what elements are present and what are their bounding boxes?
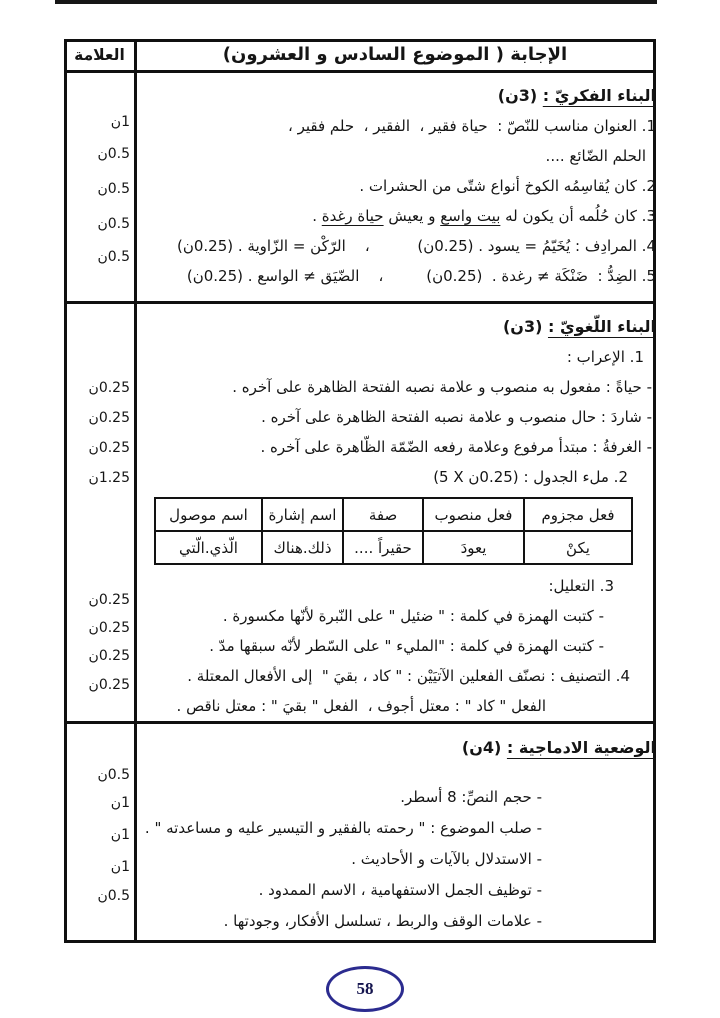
section-heading — [144, 312, 656, 342]
underlined-answer: حياة رغدة — [321, 207, 384, 225]
answer-line-part: . — [312, 207, 322, 225]
table-value-cell: يكنْ — [524, 531, 632, 564]
marks-value: 0.25ن — [88, 410, 130, 426]
marks-value: 0.25ن — [88, 380, 130, 396]
marks-value: 0.5ن — [97, 767, 130, 783]
marks-value: 0.5ن — [97, 181, 130, 197]
answer-line: - علامات الوقف والربط ، تسلسل الأفكار، وجودتها . — [223, 912, 542, 930]
answer-line: - كتبت الهمزة في كلمة : "المليء " على السّطر لأنّه سبقها مدّ . — [209, 637, 604, 655]
answer-line: - شاردَ : حال منصوب و علامة نصبه الفتحة الظاهرة على آخره . — [261, 408, 652, 426]
table-header-cell: صفة — [343, 498, 423, 531]
table-value-cell: يعودَ — [423, 531, 524, 564]
scan-artifact-line — [55, 0, 657, 4]
table-value-row — [155, 531, 632, 564]
table-value-cell: حقيراً .... — [343, 531, 423, 564]
section-heading-points: (3ن) — [502, 317, 548, 336]
table-header-cell: فعل منصوب — [423, 498, 524, 531]
marks-value: 0.5ن — [97, 249, 130, 265]
section-integrative — [138, 723, 666, 947]
answer-line: 1. العنوان مناسب للنّصّ : حياة فقير ، الفقير ، حلم فقير ، — [287, 117, 656, 135]
marks-value: 0.5ن — [97, 888, 130, 904]
section-intellectual — [138, 73, 666, 307]
section-heading — [144, 81, 656, 111]
marks-value: 0.25ن — [88, 620, 130, 636]
answer-line: الحلم الضّائع .... — [545, 147, 646, 165]
section-heading-text: البناء الفكريّ : — [542, 86, 656, 105]
marks-column-divider — [134, 39, 137, 940]
answer-line: 3. التعليل: — [548, 577, 614, 595]
answer-line: 2. كان يُقاسِمُه الكوخ أنواع شتّى من الحشرات . — [359, 177, 656, 195]
answer-line: 4. المرادِف : يُخَيّمُ = يسود . (0.25ن) ، الرّكْن = الزّاوية . (0.25ن) — [176, 237, 656, 255]
marks-value: 1ن — [110, 795, 130, 811]
marks-value: 0.25ن — [88, 592, 130, 608]
section-heading-text: البناء اللّغويّ : — [547, 317, 656, 336]
page-title: الإجابة ( الموضوع السادس و العشرون) — [222, 44, 568, 65]
answer-line: - الغرفةُ : مبتدأ مرفوع وعلامة رفعه الضّمّة الظّاهرة على آخره . — [260, 438, 652, 456]
table-header-cell: فعل مجزوم — [524, 498, 632, 531]
section-linguistic — [138, 304, 666, 729]
table-value-cell: الّذي.الّتي — [155, 531, 262, 564]
answer-line-part: 3. كان حُلُمه أن يكون له — [500, 207, 656, 225]
marks-value: 0.5ن — [97, 216, 130, 232]
answer-line — [144, 201, 656, 231]
marks-value: 0.25ن — [88, 677, 130, 693]
marks-formula: (5 X ن0.25) — [433, 468, 519, 486]
marks-value: 1ن — [110, 859, 130, 875]
page-number: 58 — [356, 979, 374, 998]
answer-line: الفعل " كاد " : معتل أجوف ، الفعل " بقيَ " : معتل ناقص . — [176, 697, 546, 715]
marks-value: 1.25ن — [88, 470, 130, 486]
answer-line-part: و يعيش — [383, 207, 441, 225]
table-header-cell: اسم إشارة — [262, 498, 343, 531]
underlined-answer: بيت واسع — [440, 207, 501, 225]
section-heading-points: (3ن) — [497, 86, 543, 105]
answer-line: - حياةً : مفعول به منصوب و علامة نصبه الفتحة الظاهرة على آخره . — [232, 378, 652, 396]
marks-value: 0.25ن — [88, 440, 130, 456]
section-heading-points: (4ن) — [461, 738, 507, 757]
answer-line: - توظيف الجمل الاستفهامية ، الاسم الممدود . — [258, 881, 542, 899]
marks-value: 0.5ن — [97, 146, 130, 162]
answer-line: - كتبت الهمزة في كلمة : " ضئيل " على النّبرة لأنّها مكسورة . — [222, 607, 604, 625]
answer-line — [144, 462, 656, 492]
page-number-badge — [326, 966, 404, 1012]
answer-line: - الاستدلال بالآيات و الأحاديث . — [351, 850, 542, 868]
marks-value: 0.25ن — [88, 648, 130, 664]
answer-line: - حجم النصِّ: 8 أسطر. — [400, 788, 542, 806]
table-header-cell: اسم موصول — [155, 498, 262, 531]
marks-value: 1ن — [110, 827, 130, 843]
answer-line: 4. التصنيف : نصنّف الفعلين الآتيَيْن : " كاد ، بقيَ " إلى الأفعال المعتلة . — [187, 667, 630, 685]
marks-column-header: العلامة — [74, 46, 125, 64]
answer-line: - صلب الموضوع : " رحمته بالفقير و التيسير عليه و مساعدته " . — [144, 819, 542, 837]
answer-line: 1. الإعراب : — [566, 348, 644, 366]
table-header-row — [155, 498, 632, 531]
table-value-cell: ذلك.هناك — [262, 531, 343, 564]
grammar-classification-table — [154, 497, 633, 565]
section-heading — [144, 733, 656, 763]
marks-value: 1ن — [110, 114, 130, 130]
table-fill-label: 2. ملء الجدول : — [518, 468, 628, 486]
section-heading-text: الوضعية الادماجية : — [506, 738, 656, 757]
answer-line: 5. الضِدُّ : ضَنْكَة ≠ رغدة . (0.25ن) ، الضّيَق ≠ الواسع . (0.25ن) — [186, 267, 656, 285]
